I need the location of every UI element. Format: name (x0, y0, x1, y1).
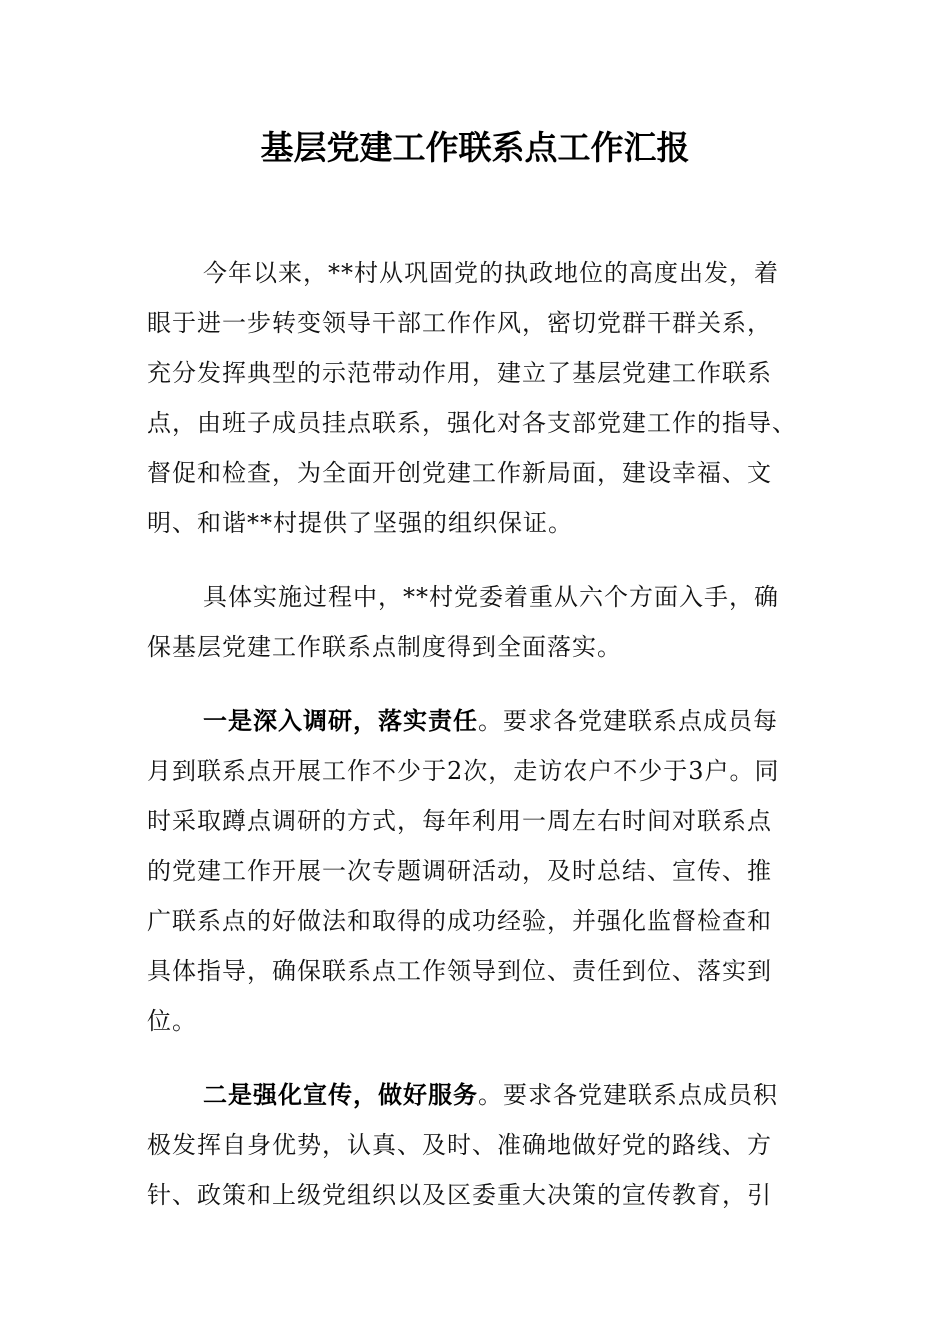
paragraph-line: 充分发挥典型的示范带动作用，建立了基层党建工作联系 (147, 359, 772, 387)
paragraph-line: 眼于进一步转变领导干部工作作风，密切党群干群关系， (147, 309, 772, 337)
paragraph-first-line (147, 696, 805, 746)
paragraph-spacer (147, 548, 805, 572)
paragraph-line: 位。 (147, 1007, 197, 1035)
paragraph-line: 时采取蹲点调研的方式，每年利用一周左右时间对联系点 (147, 807, 772, 835)
paragraph-line: 督促和检查，为全面开创党建工作新局面，建设幸福、文 (147, 459, 772, 487)
paragraph-line: 具体指导，确保联系点工作领导到位、责任到位、落实到 (147, 957, 772, 985)
paragraph-first-line-text: 。要求各党建联系点成员每 (478, 707, 778, 735)
paragraph-line: 明、和谐**村提供了坚强的组织保证。 (147, 509, 573, 537)
paragraph-line: 广联系点的好做法和取得的成功经验，并强化监督检查和 (147, 907, 772, 935)
paragraph-implementation (147, 572, 805, 672)
paragraph-spacer (147, 672, 805, 696)
paragraph-line: 月到联系点开展工作不少于2次，走访农户不少于3户。同 (147, 757, 780, 785)
paragraph-intro (147, 248, 805, 548)
paragraph-line: 保基层党建工作联系点制度得到全面落实。 (147, 633, 622, 661)
paragraph-line: 点，由班子成员挂点联系，强化对各支部党建工作的指导、 (147, 409, 797, 437)
paragraph-line: 极发挥自身优势，认真、及时、准确地做好党的路线、方 (147, 1131, 772, 1159)
paragraph-point-two (147, 1070, 805, 1220)
document-body (147, 248, 805, 1220)
paragraph-line: 针、政策和上级党组织以及区委重大决策的宣传教育，引 (147, 1181, 772, 1209)
document-title: 基层党建工作联系点工作汇报 (260, 128, 690, 167)
paragraph-line: 具体实施过程中，**村党委着重从六个方面入手，确 (203, 583, 779, 611)
paragraph-line: 今年以来，**村从巩固党的执政地位的高度出发，着 (203, 259, 779, 287)
section-heading: 二是强化宣传，做好服务 (203, 1080, 478, 1109)
paragraph-point-one (147, 696, 805, 1046)
paragraph-first-line-text: 。要求各党建联系点成员积 (478, 1081, 778, 1109)
paragraph-first-line (147, 1070, 805, 1120)
section-heading: 一是深入调研，落实责任 (203, 706, 478, 735)
paragraph-line: 的党建工作开展一次专题调研活动，及时总结、宣传、推 (147, 857, 772, 885)
paragraph-spacer (147, 1046, 805, 1070)
